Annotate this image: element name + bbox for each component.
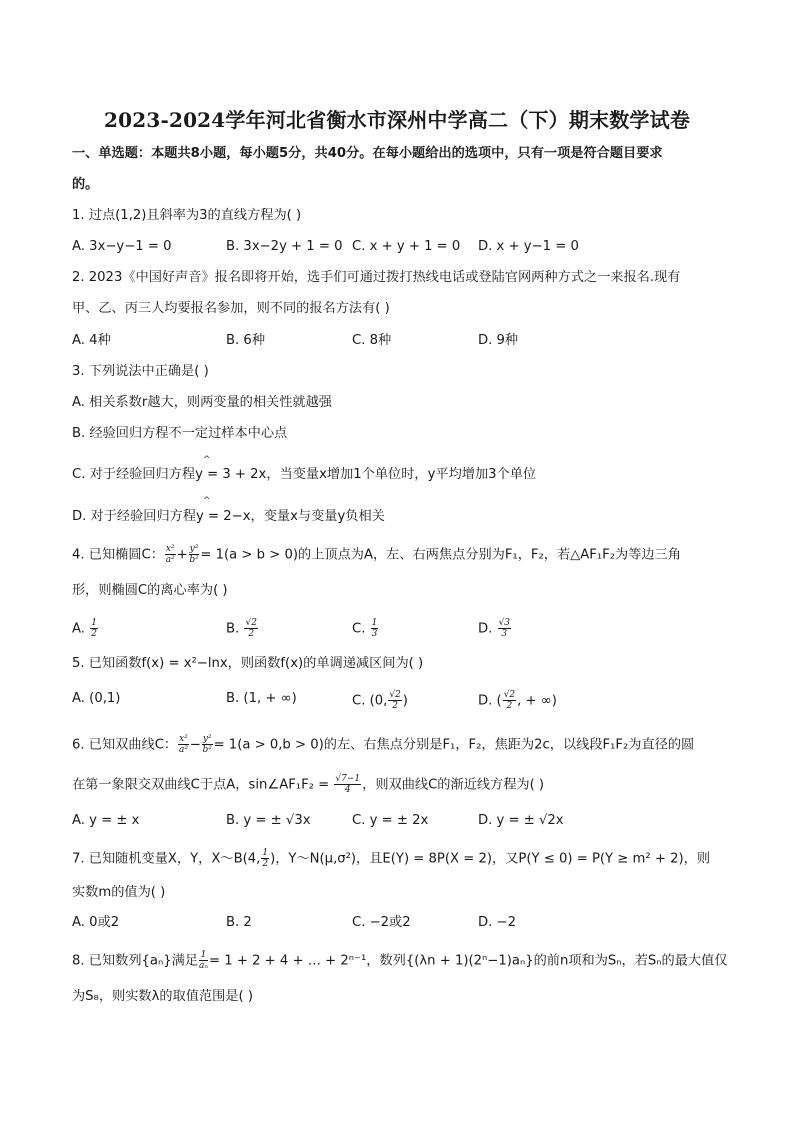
q6-stem-line2: 在第一象限交双曲线C于点A，sin∠AF₁F₂ = $\frac{√7-1}{4}$ ，则双曲线C的渐近线方程为( ) xyxy=(72,774,545,795)
q4-frac-x: $\frac{\text{x²}}{\text{a²}}$ xyxy=(165,544,175,565)
q7-stem-line2: 实数m的值为( ) xyxy=(72,885,166,900)
q6-option-a: A. y = ± x xyxy=(72,813,140,828)
q7-stem-line1: 7. 已知随机变量X，Y，X～B(4, $\frac{1}{2}$ )，Y～N(μ,σ²)，且E(Y) = 8P(X = 2)，又P(Y ≤ 0) = P(Y ≥ m² + 2)，则 xyxy=(72,848,711,869)
section-header-line2: 的。 xyxy=(72,177,99,192)
q4-stem-line2: 形，则椭圆C的离心率为( ) xyxy=(72,583,228,598)
q1-option-c: C. x + y + 1 = 0 xyxy=(352,239,461,254)
q1-option-b: B. 3x−2y + 1 = 0 xyxy=(226,239,343,254)
q4-option-c: C. $\frac{1}{3}$ xyxy=(352,618,378,639)
q6-frac-y: $\frac{\text{y²}}{\text{b²}}$ xyxy=(202,734,212,755)
q2-stem-line2: 甲、乙、丙三人均要报名参加，则不同的报名方法有( ) xyxy=(72,301,390,316)
q5-option-d: D. ( $\frac{√2}{2}$ , + ∞) xyxy=(478,690,557,711)
q7-option-a: A. 0或2 xyxy=(72,915,120,930)
q4-stem-line1: 4. 已知椭圆C： $\frac{\text{x²}}{\text{a²}}$ + $\frac{\text{y²}}{\text{b²}}$ = 1(a > b > 0)的上顶点为A，左、右两焦点分别为F₁，F₂，若△AF₁F₂为等边三角 xyxy=(72,544,681,565)
q2-option-b: B. 6种 xyxy=(226,333,266,348)
q3-option-b: B. 经验回归方程不一定过样本中心点 xyxy=(72,426,288,441)
q2-option-d: D. 9种 xyxy=(478,333,519,348)
q3-stem: 3. 下列说法中正确是( ) xyxy=(72,364,209,379)
q1-stem: 1. 过点(1,2)且斜率为3的直线方程为( ) xyxy=(72,208,302,223)
q6-stem-line1: 6. 已知双曲线C： $\frac{\text{x²}}{\text{a²}}$ − $\frac{\text{y²}}{\text{b²}}$ = 1(a > 0,b > 0)的左、右焦点分别是F₁，F₂，焦距为2c，以线段F₁F₂为直径的圆 xyxy=(72,734,695,755)
q3-option-c: C. 对于经验回归方程y = 3 + 2x，当变量x增加1个单位时，y平均增加3个单位 xyxy=(72,467,537,482)
q5-option-b: B. (1, + ∞) xyxy=(226,691,297,706)
q8-stem-line2: 为S₈，则实数λ的取值范围是( ) xyxy=(72,989,254,1004)
q5-option-a: A. (0,1) xyxy=(72,691,121,706)
q2-option-c: C. 8种 xyxy=(352,333,392,348)
q1-option-d: D. x + y−1 = 0 xyxy=(478,239,579,254)
q6-option-b: B. y = ± √3x xyxy=(226,813,311,828)
q1-option-a: A. 3x−y−1 = 0 xyxy=(72,239,172,254)
q4-frac-y: $\frac{\text{y²}}{\text{b²}}$ xyxy=(189,544,199,565)
q3-c-hat-mark: ^ xyxy=(203,455,211,465)
q5-option-c: C. (0, $\frac{√2}{2}$ ) xyxy=(352,690,408,711)
q2-option-a: A. 4种 xyxy=(72,333,111,348)
q4-option-a: A. $\frac{1}{2}$ xyxy=(72,618,97,639)
q4-option-d: D. $\frac{√3}{3}$ xyxy=(478,618,511,639)
q3-d-hat-mark: ^ xyxy=(203,496,211,506)
exam-title: 2023-2024学年河北省衡水市深州中学高二（下）期末数学试卷 xyxy=(103,108,691,132)
q5-stem: 5. 已知函数f(x) = x²−lnx，则函数f(x)的单调递减区间为( ) xyxy=(72,656,424,671)
q4-stem-pre: 4. 已知椭圆C： xyxy=(72,547,164,563)
q8-stem-line1: 8. 已知数列{aₙ}满足 $\frac{1}{\text{aₙ}}$ = 1 + 2 + 4 + … + 2ⁿ⁻¹，数列{(λn + 1)(2ⁿ−1)aₙ}的前n项和为Sₙ，若Sₙ的最大值仅 xyxy=(72,950,728,971)
q4-stem-post: = 1(a > b > 0)的上顶点为A，左、右两焦点分别为F₁，F₂，若△AF₁F₂为等边三角 xyxy=(200,547,681,563)
q6-option-c: C. y = ± 2x xyxy=(352,813,429,828)
section-header-line1: 一、单选题：本题共8小题，每小题5分，共40分。在每小题给出的选项中，只有一项是符合题目要求 xyxy=(72,146,663,161)
q3-option-d: D. 对于经验回归方程y = 2−x，变量x与变量y负相关 xyxy=(72,509,385,524)
q7-option-c: C. −2或2 xyxy=(352,915,411,930)
q7-option-d: D. −2 xyxy=(478,915,516,930)
q4-option-b: B. $\frac{√2}{2}$ xyxy=(226,618,257,639)
q2-stem-line1: 2. 2023《中国好声音》报名即将开始，选手们可通过拨打热线电话或登陆官网两种方式之一来报名.现有 xyxy=(72,270,681,285)
q6-frac-x: $\frac{\text{x²}}{\text{a²}}$ xyxy=(178,734,188,755)
q7-option-b: B. 2 xyxy=(226,915,252,930)
q3-option-a: A. 相关系数r越大，则两变量的相关性就越强 xyxy=(72,395,332,410)
q6-option-d: D. y = ± √2x xyxy=(478,813,564,828)
